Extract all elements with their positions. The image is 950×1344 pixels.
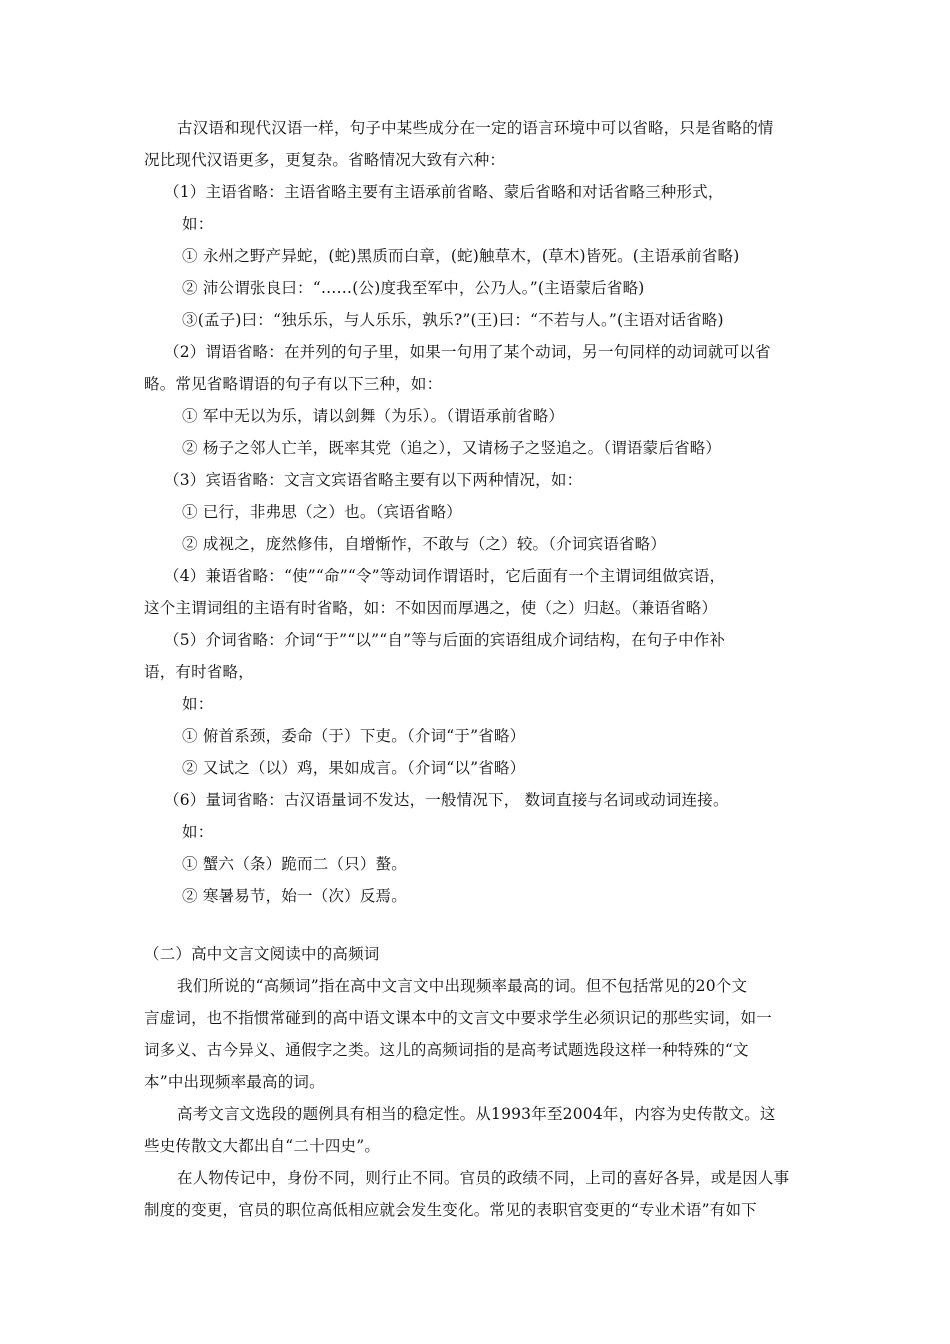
text-line: 词多义、古今异义、通假字之类。这儿的高频词指的是高考试题选段这样一种特殊的“文 xyxy=(144,1041,749,1059)
text-line: ① 蟹六（条）跪而二（只）螯。 xyxy=(182,855,407,873)
text-line: 况比现代汉语更多，更复杂。省略情况大致有六种： xyxy=(144,151,506,169)
document-page xyxy=(144,112,809,1226)
text-line: ② 沛公谓张良曰：“……(公)度我至军中，公乃人。”(主语蒙后省略) xyxy=(182,279,645,297)
text-line: 如： xyxy=(182,823,214,841)
text-line: 在人物传记中，身份不同，则行止不同。官员的政绩不同，上司的喜好各异，或是因人事 xyxy=(177,1169,790,1187)
text-line: 古汉语和现代汉语一样，句子中某些成分在一定的语言环境中可以省略，只是省略的情 xyxy=(177,119,774,137)
text-line: 我们所说的“高频词”指在高中文言文中出现频率最高的词。但不包括常见的20个文 xyxy=(177,977,748,995)
text-line: （4）兼语省略：“使”“命”“令”等动词作谓语时，它后面有一个主谓词组做宾语， xyxy=(164,567,726,585)
text-line: 些史传散文大都出自“二十四史”。 xyxy=(144,1137,381,1155)
text-line: ① 永州之野产异蛇，(蛇)黑质而白章，(蛇)触草木，(草木)皆死。(主语承前省略) xyxy=(182,247,740,265)
text-line: ② 杨子之邻人亡羊，既率其党（追之），又请杨子之竖追之。（谓语蒙后省略） xyxy=(182,439,722,457)
text-line: （2）谓语省略：在并列的句子里，如果一句用了某个动词，另一句同样的动词就可以省 xyxy=(164,343,771,361)
text-line: 语，有时省略， xyxy=(144,663,254,681)
text-line: ② 寒暑易节，始一（次）反焉。 xyxy=(182,887,407,905)
text-line: ② 成视之，庞然修伟，自增惭怍，不敢与（之）较。（介词宾语省略） xyxy=(182,535,667,553)
text-line: 言虚词，也不指惯常碰到的高中语文课本中的文言文中要求学生必须识记的那些实词，如一 xyxy=(144,1009,773,1027)
ellipsis-section xyxy=(144,112,809,912)
text-line: 本”中出现频率最高的词。 xyxy=(144,1073,325,1091)
text-line: ① 军中无以为乐，请以剑舞（为乐）。（谓语承前省略） xyxy=(182,407,565,425)
text-line: ③(孟子)曰：“独乐乐，与人乐乐，孰乐?”(王)曰：“不若与人。”(主语对话省略) xyxy=(182,311,724,329)
high-frequency-section xyxy=(144,970,809,1226)
text-line: ② 又试之（以）鸡，果如成言。（介词“以”省略） xyxy=(182,759,526,777)
text-line: （3）宾语省略：文言文宾语省略主要有以下两种情况，如： xyxy=(164,471,583,489)
section-gap xyxy=(144,912,809,938)
text-line: ① 俯首系颈，委命（于）下吏。（介词“于”省略） xyxy=(182,727,526,745)
text-line: （5）介词省略：介词“于”“以”“自”等与后面的宾语组成介词结构，在句子中作补 xyxy=(164,631,726,649)
text-line: 如： xyxy=(182,695,214,713)
text-line: 这个主谓词组的主语有时省略，如：不如因而厚遇之，使（之）归赵。（兼语省略） xyxy=(144,599,718,617)
text-line: ① 已行，非弗思（之）也。（宾语省略） xyxy=(182,503,462,521)
text-line: 制度的变更，官员的职位高低相应就会发生变化。常见的表职官变更的“专业术语”有如下 xyxy=(144,1201,757,1219)
text-line: 高考文言文选段的题例具有相当的稳定性。从1993年至2004年，内容为史传散文。这 xyxy=(177,1105,776,1123)
text-line: 略。常见省略谓语的句子有以下三种，如： xyxy=(144,375,443,393)
text-line: （6）量词省略：古汉语量词不发达，一般情况下， 数词直接与名词或动词连接。 xyxy=(164,791,729,809)
section-heading: （二）高中文言文阅读中的高频词 xyxy=(144,945,380,963)
text-line: 如： xyxy=(182,215,214,233)
text-line: （1）主语省略：主语省略主要有主语承前省略、蒙后省略和对话省略三种形式， xyxy=(164,183,724,201)
